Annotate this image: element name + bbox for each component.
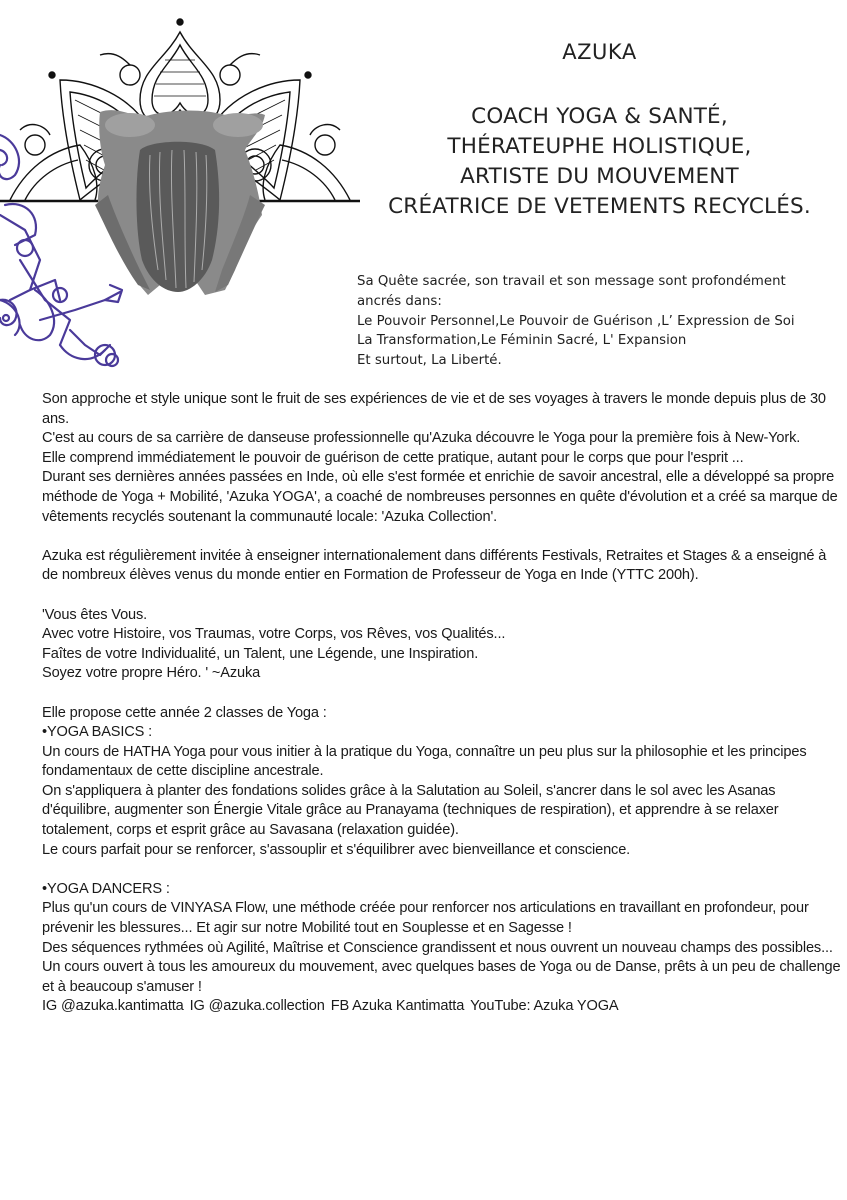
bio-paragraph: Son approche et style unique sont le fruit de ses expériences de vie et de ses voyages à travers le monde depuis plus de 30 ans. xyxy=(42,391,826,427)
class-paragraph: On s'appliquera à planter des fondations solides grâce à la Salutation au Soleil, s'ancrer dans le sol avec les Asanas d'équilibre, augmenter son Énergie Vitale grâce au Pranayama (techniques de respiration), et apprendre à se relaxer totalement, corps et esprit grâce au Savasana (relaxation guidée). xyxy=(42,782,779,839)
quote-line: Avec votre Histoire, vos Traumas, votre Corps, vos Rêves, vos Qualités... xyxy=(42,626,506,643)
instagram-handle: IG @azuka.kantimatta xyxy=(42,998,184,1015)
quest-line: ancrés dans: xyxy=(357,293,442,309)
quest-line: Le Pouvoir Personnel,Le Pouvoir de Guérison ,L’ Expression de Soi xyxy=(357,313,795,329)
class-paragraph: Le cours parfait pour se renforcer, s'assouplir et s'équilibrer avec bienveillance et conscience. xyxy=(42,841,631,858)
bio-paragraph: Durant ses dernières années passées en Inde, où elle s'est formée et enrichie de savoir ancestral, elle a développé sa propre méthode de Yoga + Mobilité, 'Azuka YOGA', a coaché de nombreuses personnes en quête d'évolution et a créé sa marque de vêtements recyclés soutenant la communauté locale: 'Azuka Collection'. xyxy=(42,469,838,525)
quote-line: Faîtes de votre Individualité, un Talent, une Légende, une Inspiration. xyxy=(42,645,479,662)
bio-paragraph: C'est au cours de sa carrière de danseuse professionnelle qu'Azuka découvre le Yoga pour la première fois à New-York. xyxy=(42,430,801,447)
youtube-channel: YouTube: Azuka YOGA xyxy=(470,998,619,1015)
quest-line: La Transformation,Le Féminin Sacré, L' Expansion xyxy=(357,333,687,349)
class-paragraph: Un cours de HATHA Yoga pour vous initier à la pratique du Yoga, connaître un peu plus sur la philosophie et les principes fondamentaux de cette discipline ancestrale. xyxy=(42,743,807,780)
classes-intro: Elle propose cette année 2 classes de Yoga : xyxy=(42,704,327,721)
quest-line: Et surtout, La Liberté. xyxy=(357,353,502,369)
class-paragraph: Des séquences rythmées où Agilité, Maîtrise et Conscience grandissent et nous ouvrent un nouveau champs des possibles... xyxy=(42,939,833,956)
role-line: CRÉATRICE DE VETEMENTS RECYCLÉS. xyxy=(388,194,811,219)
role-line: ARTISTE DU MOUVEMENT xyxy=(460,164,739,189)
roles-list xyxy=(352,102,847,222)
yoga-figure-photo xyxy=(95,110,265,295)
class-paragraph: Un cours ouvert à tous les amoureux du mouvement, avec quelques bases de Yoga ou de Danse, prêts à un peu de challenge et à beaucoup s'amuser ! xyxy=(42,959,841,995)
class-title-basics: •YOGA BASICS : xyxy=(42,724,153,741)
main-text xyxy=(42,390,842,1017)
bio-paragraph: Azuka est régulièrement invitée à enseigner internationalement dans différents Festivals, Retraites et Stages & a enseigné à de nombreux élèves venus du monde entier en Formation de Professeur de Yoga en Inde (YTTC 200h). xyxy=(42,547,827,584)
quest-line: Sa Quête sacrée, son travail et son message sont profondément xyxy=(357,274,786,289)
bio-paragraph: Elle comprend immédiatement le pouvoir de guérison de cette pratique, autant pour le corps que pour l'esprit ... xyxy=(42,449,744,466)
role-line: THÉRATEUPHE HOLISTIQUE, xyxy=(447,134,752,159)
sacred-quest-block xyxy=(357,272,847,371)
social-links xyxy=(42,997,842,1017)
quote-line: Soyez votre propre Héro. ' ~Azuka xyxy=(42,665,261,682)
class-title-dancers: •YOGA DANCERS : xyxy=(42,880,170,897)
quote-line: 'Vous êtes Vous. xyxy=(42,606,148,623)
page-title: AZUKA xyxy=(562,40,637,64)
role-line: COACH YOGA & SANTÉ, xyxy=(471,104,728,129)
header xyxy=(352,40,847,222)
mandala-photo-illustration xyxy=(0,0,370,400)
instagram-collection-handle: IG @azuka.collection xyxy=(189,998,325,1015)
facebook-handle: FB Azuka Kantimatta xyxy=(330,998,465,1015)
class-paragraph: Plus qu'un cours de VINYASA Flow, une méthode créée pour renforcer nos articulations en travaillant en profondeur, pour prévenir les blessures... Et agir sur notre Mobilité tout en Souplesse et en Sagesse ! xyxy=(42,900,809,937)
